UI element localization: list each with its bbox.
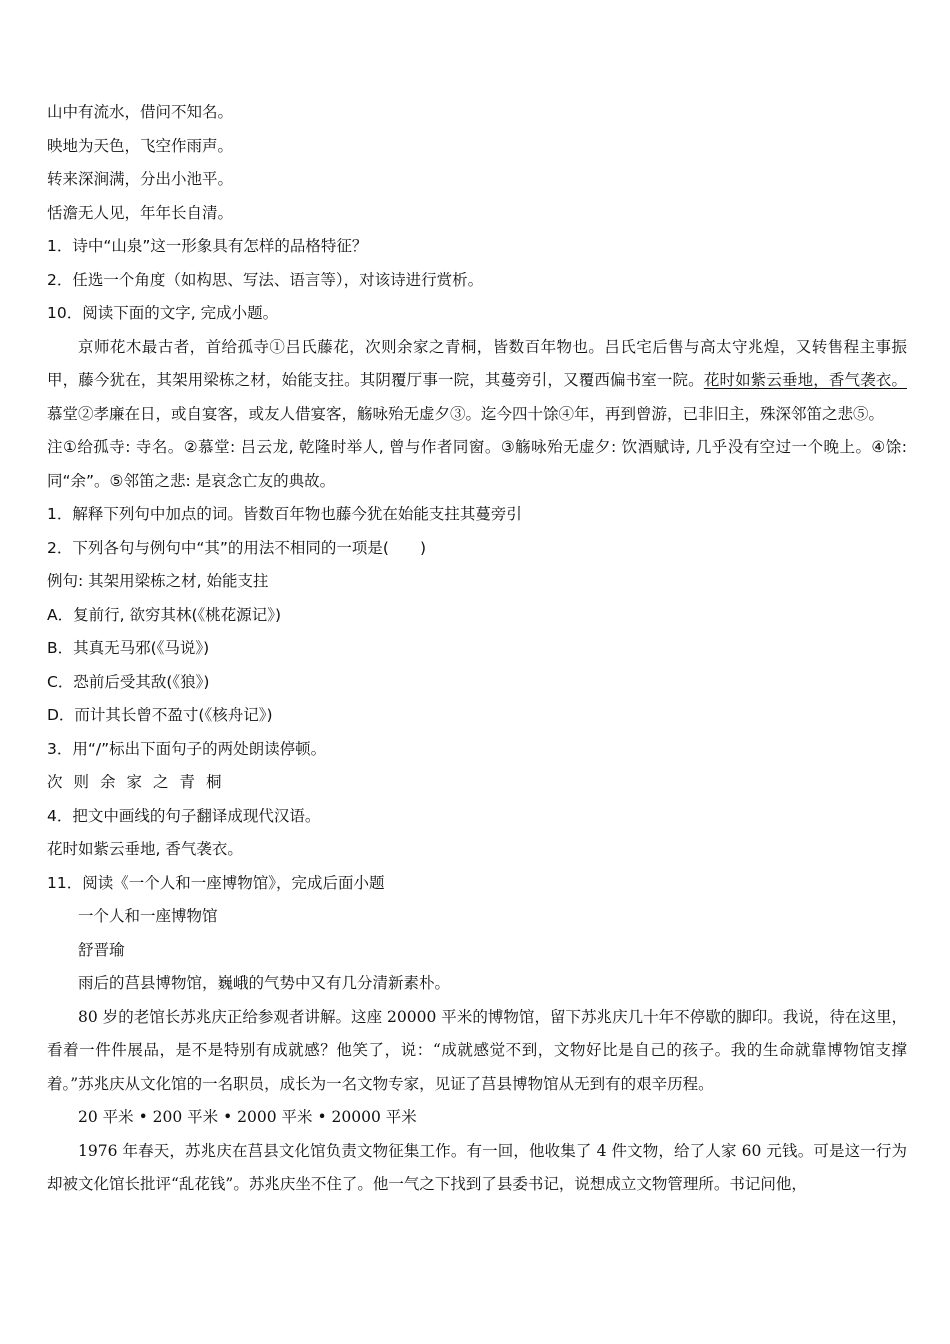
question-10-title: 10．阅读下面的文字, 完成小题。 [47,304,279,322]
poem-line-2: 映地为天色，飞空作雨声。 [47,136,234,155]
passage-10-part-b: 慕堂②孝廉在日，或自宴客，或友人借宴客，觞咏殆无虚夕③。迄今四十馀④年，再到曾游，已非旧主，殊深邻笛之悲⑤。 [47,404,885,423]
passage-10-part-a: 京师花木最古者，首给孤寺①吕氏藤花，次则余家之青桐，皆数百年物也。吕氏宅后售与高太守兆煌，又转售程主事振甲，藤今犹在，其架用梁栋之材，始能支拄。其阴覆厅事一院，其蔓旁引，又覆西偏书室一院。 [47,337,907,389]
question-9-1: 1．诗中“山泉”这一形象具有怎样的品格特征？ [47,237,368,255]
article-title: 一个人和一座博物馆 [78,907,218,925]
option-d: D．而计其长曾不盈寸(《核舟记》) [47,706,273,724]
question-10-2: 2．下列各句与例句中“其”的用法不相同的一项是( ) [47,538,427,557]
article-paragraph-2: 80 岁的老馆长苏兆庆正给参观者讲解。这座 20000 平米的博物馆，留下苏兆庆几十年不停歇的脚印。我说，待在这里，看着一件件展品，是不是特别有成就感？他笑了，说：“成就感觉不到，文物好比是自己的孩子。我的生命就靠博物馆支撑着。”苏兆庆从文化馆的一名职员，成长为一名文物专家，见证了莒县博物馆从无到有的艰辛历程。 [47,1007,907,1093]
question-9-2: 2．任选一个角度（如构思、写法、语言等），对该诗进行赏析。 [47,270,484,289]
poem-line-3: 转来深涧满，分出小池平。 [47,170,234,188]
question-10-4-sentence: 花时如紫云垂地, 香气袭衣。 [47,840,243,858]
passage-10-underlined-sentence: 花时如紫云垂地，香气袭衣。 [703,371,907,389]
article-author: 舒晋瑜 [78,940,125,959]
option-c: C．恐前后受其敌(《狼》) [47,672,210,691]
question-10-3: 3．用“/”标出下面句子的两处朗读停顿。 [47,739,327,758]
document-page [47,96,907,1202]
question-10-4: 4．把文中画线的句子翻译成现代汉语。 [47,806,321,825]
option-b: B．其真无马邪(《马说》) [47,639,210,657]
poem-line-1: 山中有流水，借问不知名。 [47,103,234,121]
article-subheading: 20 平米 • 200 平米 • 2000 平米 • 20000 平米 [78,1108,417,1126]
option-a: A．复前行, 欲穷其林(《桃花源记》) [47,605,282,624]
article-paragraph-3: 1976 年春天，苏兆庆在莒县文化馆负责文物征集工作。有一回，他收集了 4 件文物，给了人家 60 元钱。可是这一行为却被文化馆长批评“乱花钱”。苏兆庆坐不住了。他一气之下找到了县委书记，说想成立文物管理所。书记问他， [47,1141,907,1193]
question-11-title: 11．阅读《一个人和一座博物馆》，完成后面小题 [47,873,385,892]
poem-line-4: 恬澹无人见，年年长自清。 [47,203,234,222]
question-10-3-sentence: 次则余家之青桐 [47,773,233,791]
question-10-example: 例句: 其架用梁栋之材, 始能支拄 [47,572,269,590]
passage-10-notes: 注①给孤寺: 寺名。②慕堂: 吕云龙, 乾隆时举人, 曾与作者同窗。③觞咏殆无虚夕: 饮酒赋诗, 几乎没有空过一个晚上。④馀: 同“余”。⑤邻笛之悲: 是哀念亡友的典故。 [47,438,907,490]
article-paragraph-1: 雨后的莒县博物馆，巍峨的气势中又有几分清新素朴。 [78,974,451,992]
passage-10 [47,331,907,432]
question-10-1: 1．解释下列句中加点的词。皆数百年物也藤今犹在始能支拄其蔓旁引 [47,505,522,523]
